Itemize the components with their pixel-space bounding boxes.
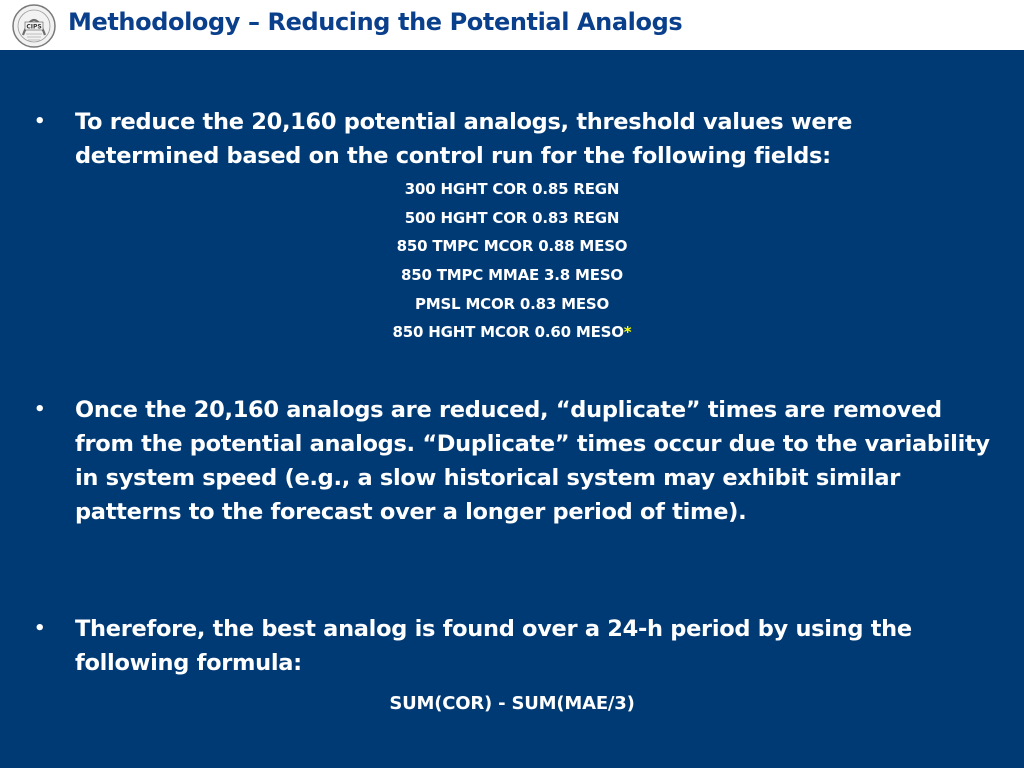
formula: SUM(COR) - SUM(MAE/3) [389,693,635,714]
title-bar [0,0,1024,50]
logo-text: CIPS [26,23,42,31]
bullet-dot: • [34,399,46,420]
bullet-dot: • [34,618,46,639]
cips-seal-logo-icon [10,3,58,49]
bullet-dot: • [34,111,46,132]
note-asterisk: * [623,323,632,342]
threshold-field-list [0,175,1024,347]
threshold-field: 850 TMPC MCOR 0.88 MESO [396,237,628,256]
threshold-field: PMSL MCOR 0.83 MESO [414,294,610,313]
bullet-text: Once the 20,160 analogs are reduced, “duplicate” times are removed from the potential analogs. “Duplicate” times occur due to the variability in system speed (e.g., a slow historical system may exhibit similar patterns to the forecast over a longer period of time). [75,397,990,525]
bullet-text: Therefore, the best analog is found over a 24-h period by using the following formula: [75,616,912,676]
slide-title: Methodology – Reducing the Potential Analogs [68,8,683,36]
threshold-field: 500 HGHT COR 0.83 REGN [404,208,620,227]
threshold-field-with-note [0,318,1024,347]
threshold-field: 850 HGHT MCOR 0.60 MESO [392,323,624,342]
threshold-field: 300 HGHT COR 0.85 REGN [404,180,620,198]
bullet-text: To reduce the 20,160 potential analogs, threshold values were determined based on the control run for the following fields: [75,109,853,169]
threshold-field: 850 TMPC MMAE 3.8 MESO [401,266,623,285]
